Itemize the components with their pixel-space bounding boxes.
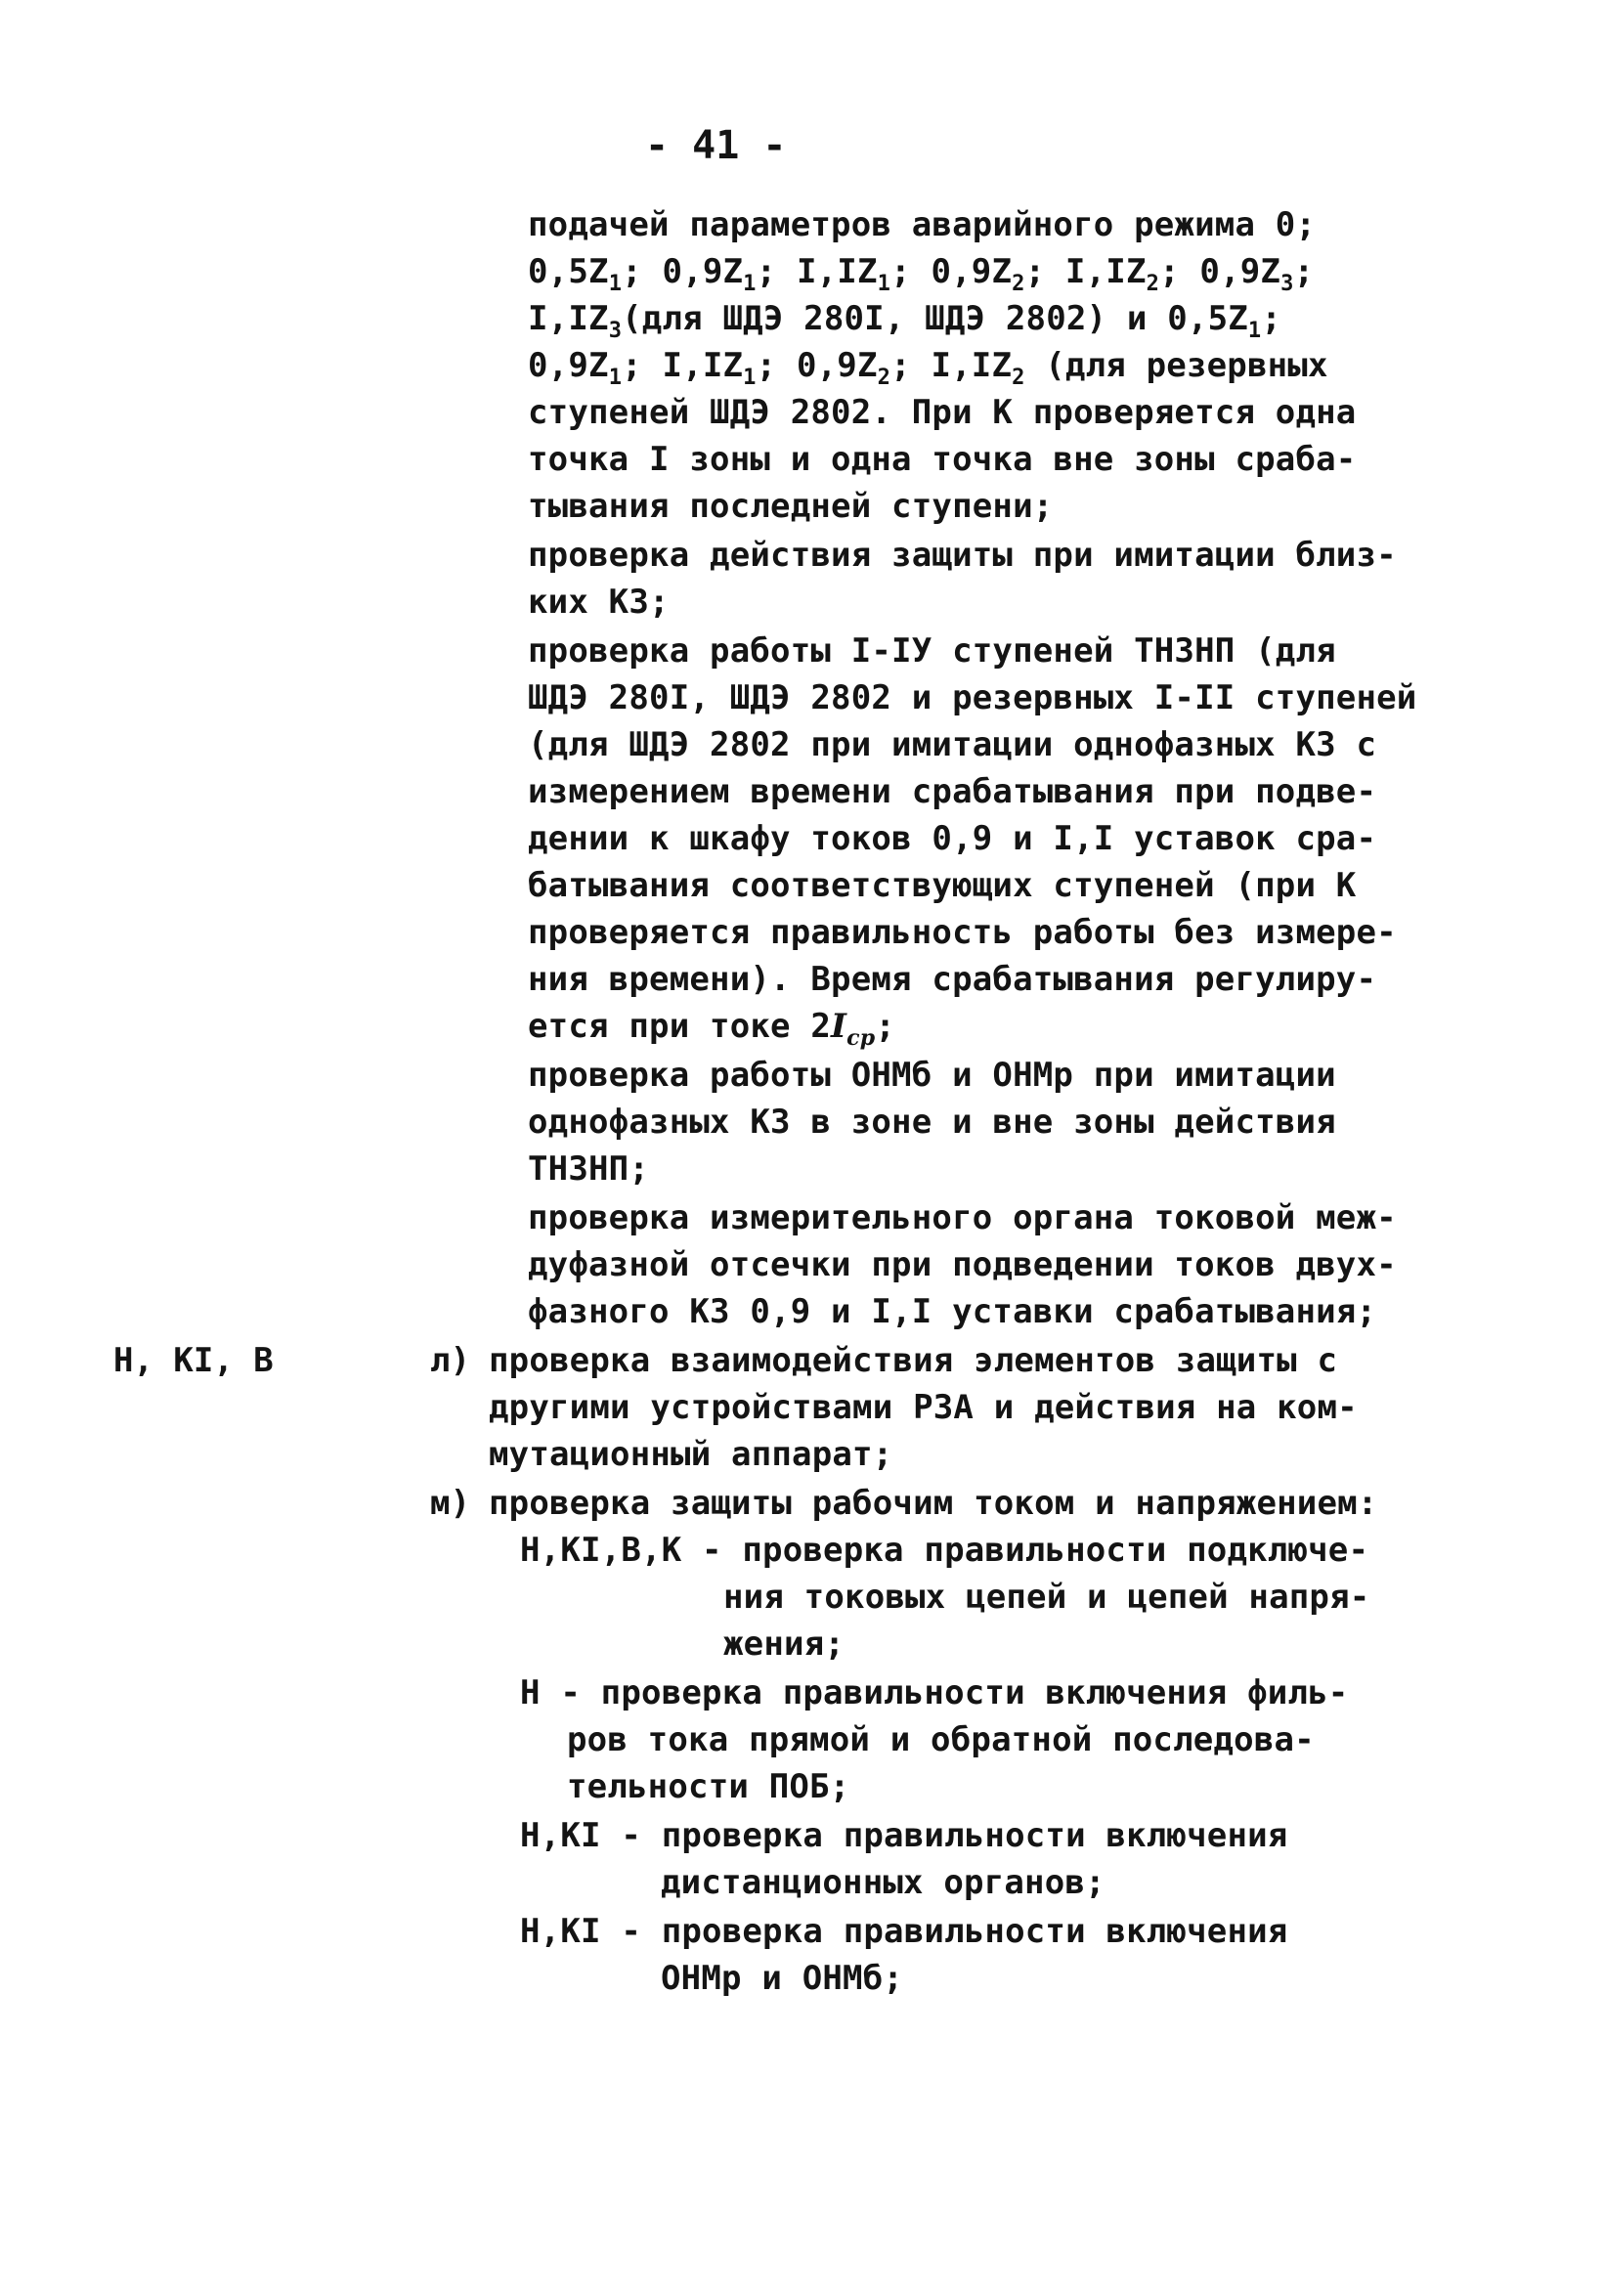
- text-line: ров тока прямой и обратной последова-: [567, 1720, 1315, 1759]
- text-line: Н,КI,В,К - проверка правильности подключе-: [520, 1531, 1369, 1570]
- text-line: ШДЭ 280I, ШДЭ 2802 и резервных I-II ступеней: [528, 678, 1417, 717]
- text-line: Н,КI - проверка правильности включения: [520, 1912, 1288, 1951]
- text-line: ния времени). Время срабатывания регулиру-: [528, 960, 1377, 999]
- item-label: л): [430, 1341, 471, 1380]
- text-line: мутационный аппарат;: [489, 1435, 893, 1474]
- text-line: однофазных КЗ в зоне и вне зоны действия: [528, 1103, 1336, 1142]
- page-number: - 41 -: [645, 123, 787, 168]
- text-line: жения;: [723, 1625, 845, 1664]
- text-line: подачей параметров аварийного режима 0;: [528, 205, 1317, 244]
- text-line: батывания соответствующих ступеней (при К: [528, 866, 1357, 905]
- text-line: фазного КЗ 0,9 и I,I уставки срабатывания;: [528, 1292, 1377, 1331]
- margin-marker: Н, КI, В: [113, 1341, 274, 1380]
- text-line: проверяется правильность работы без измере-: [528, 913, 1397, 952]
- text-line: ется при токе $2I_{ср}$;: [528, 1007, 896, 1051]
- text-line: ТНЗНП;: [528, 1149, 650, 1189]
- text-line: проверка измерительного органа токовой меж-: [528, 1198, 1397, 1237]
- text-line: ких КЗ;: [528, 583, 670, 622]
- text-line: проверка действия защиты при имитации близ-: [528, 536, 1397, 575]
- text-line: измерением времени срабатывания при подве-: [528, 772, 1377, 811]
- item-label: м): [430, 1484, 471, 1523]
- text-line: $0,5Z_1$; $0,9Z_1$; $I,IZ_1$; $0,9Z_2$; $I,IZ_2$; $0,9Z_3$;: [528, 252, 1315, 296]
- text-line: точка I зоны и одна точка вне зоны сраба-: [528, 440, 1357, 479]
- text-line: проверка взаимодействия элементов защиты с: [489, 1341, 1338, 1380]
- text-line: дистанционных органов;: [661, 1863, 1105, 1902]
- text-line: тывания последней ступени;: [528, 487, 1054, 526]
- text-line: другими устройствами РЗА и действия на ком-: [489, 1388, 1358, 1427]
- text-line: тельности ПОБ;: [567, 1767, 850, 1806]
- text-line: Н,КI - проверка правильности включения: [520, 1816, 1288, 1855]
- text-line: дении к шкафу токов 0,9 и I,I уставок сра-: [528, 819, 1377, 858]
- text-line: проверка защиты рабочим током и напряжением:: [489, 1484, 1378, 1523]
- text-line: Н - проверка правильности включения филь-: [520, 1673, 1349, 1712]
- text-line: проверка работы I-IУ ступеней ТНЗНП (для: [528, 631, 1336, 671]
- text-line: ОНМр и ОНМб;: [661, 1959, 904, 1998]
- text-line: (для ШДЭ 2802 при имитации однофазных КЗ с: [528, 725, 1377, 764]
- text-line: дуфазной отсечки при подведении токов двух-: [528, 1245, 1397, 1284]
- text-line: ния токовых цепей и цепей напря-: [723, 1578, 1370, 1617]
- text-line: ступеней ШДЭ 2802. При К проверяется одна: [528, 393, 1357, 432]
- text-line: $I,IZ_3(для$ ШДЭ 280I, ШДЭ 2802) и $0,5Z_1$;: [528, 299, 1282, 343]
- text-line: проверка работы ОНМб и ОНМр при имитации: [528, 1056, 1336, 1095]
- text-line: $0,9Z_1$; $I,IZ_1$; $0,9Z_2$; $I,IZ_2$ (для резервных: [528, 346, 1328, 390]
